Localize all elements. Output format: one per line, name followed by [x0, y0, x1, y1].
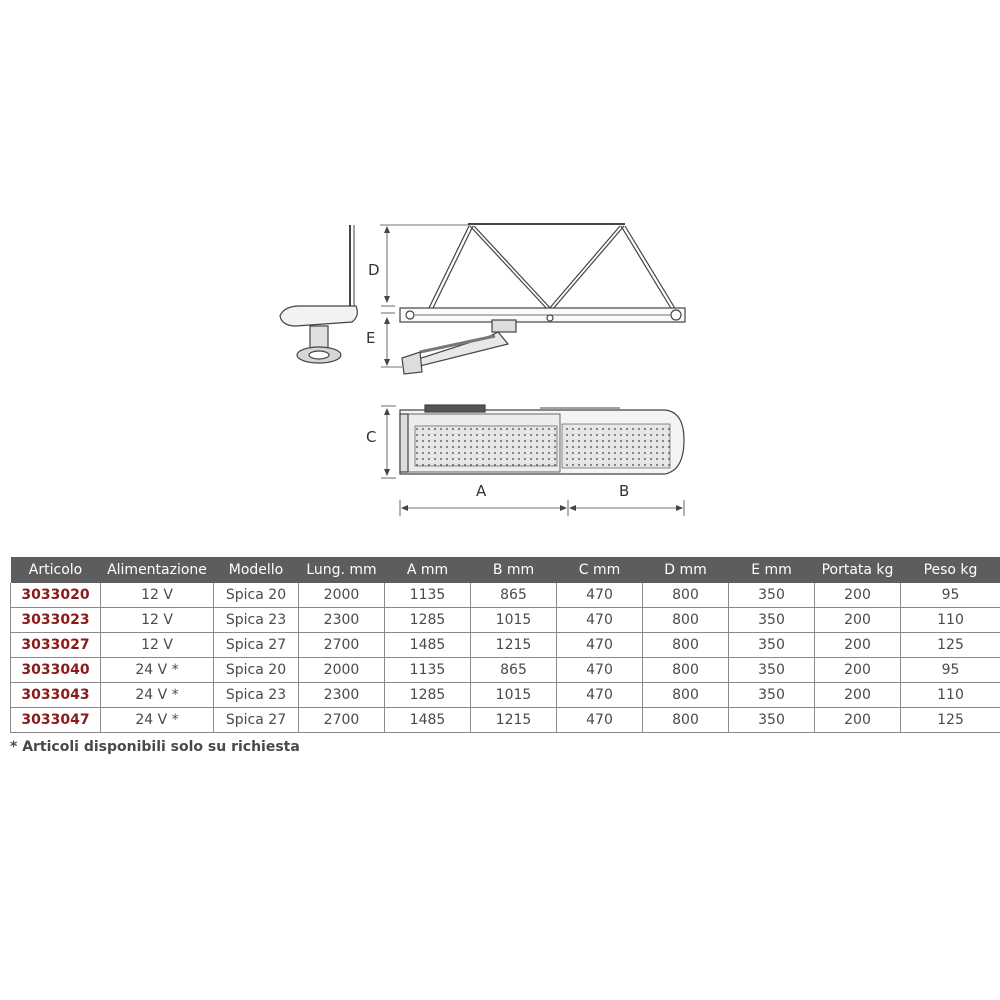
- article-code: 3033023: [11, 608, 101, 633]
- table-body: [11, 583, 1000, 733]
- table-row: [11, 658, 1000, 683]
- table-cell: 865: [471, 583, 557, 608]
- dimension-label-a: A: [476, 482, 487, 500]
- table-cell: Spica 27: [214, 708, 299, 733]
- side-view: [380, 224, 685, 374]
- table-cell: 470: [557, 633, 643, 658]
- table-cell: 350: [729, 608, 815, 633]
- table-cell: 350: [729, 708, 815, 733]
- table-cell: 470: [557, 658, 643, 683]
- column-header: Alimentazione: [101, 557, 214, 583]
- article-code: 3033047: [11, 708, 101, 733]
- table-row: [11, 608, 1000, 633]
- stanchion-view: [280, 225, 357, 363]
- table-cell: 350: [729, 683, 815, 708]
- table-cell: 110: [901, 683, 1000, 708]
- dimension-label-e: E: [366, 329, 376, 347]
- table-cell: 2000: [299, 583, 385, 608]
- table-cell: 800: [643, 633, 729, 658]
- column-header: D mm: [643, 557, 729, 583]
- table-cell: 1485: [385, 633, 471, 658]
- article-code: 3033040: [11, 658, 101, 683]
- table-cell: 2700: [299, 708, 385, 733]
- table-row: [11, 683, 1000, 708]
- table-cell: 470: [557, 583, 643, 608]
- table-cell: 865: [471, 658, 557, 683]
- table-cell: 470: [557, 683, 643, 708]
- table-cell: 2700: [299, 633, 385, 658]
- table-cell: 1215: [471, 708, 557, 733]
- table-cell: 200: [815, 633, 901, 658]
- table-cell: Spica 23: [214, 608, 299, 633]
- column-header: Peso kg: [901, 557, 1000, 583]
- table-row: [11, 708, 1000, 733]
- article-code: 3033043: [11, 683, 101, 708]
- table-cell: Spica 20: [214, 658, 299, 683]
- table-cell: 95: [901, 658, 1000, 683]
- table-cell: 1015: [471, 683, 557, 708]
- footnote: * Articoli disponibili solo su richiesta: [10, 739, 300, 755]
- table-cell: 200: [815, 683, 901, 708]
- dimension-label-d: D: [368, 261, 380, 279]
- column-header: Articolo: [11, 557, 101, 583]
- table-cell: 800: [643, 608, 729, 633]
- column-header: Lung. mm: [299, 557, 385, 583]
- table-cell: 2300: [299, 608, 385, 633]
- spec-table: [10, 557, 1000, 733]
- table-cell: 800: [643, 658, 729, 683]
- table-cell: 1285: [385, 608, 471, 633]
- table-cell: 200: [815, 583, 901, 608]
- column-header: B mm: [471, 557, 557, 583]
- table-cell: 470: [557, 708, 643, 733]
- table-cell: 350: [729, 658, 815, 683]
- table-cell: 2000: [299, 658, 385, 683]
- table-cell: 125: [901, 708, 1000, 733]
- dimension-label-b: B: [619, 482, 630, 500]
- article-code: 3033027: [11, 633, 101, 658]
- table-cell: 24 V *: [101, 658, 214, 683]
- table-cell: 800: [643, 583, 729, 608]
- column-header: Portata kg: [815, 557, 901, 583]
- table-row: [11, 633, 1000, 658]
- top-view: [381, 405, 684, 478]
- table-cell: 12 V: [101, 633, 214, 658]
- table-cell: 1285: [385, 683, 471, 708]
- table-cell: 2300: [299, 683, 385, 708]
- table-cell: 12 V: [101, 583, 214, 608]
- column-header: Modello: [214, 557, 299, 583]
- table-cell: 1485: [385, 708, 471, 733]
- table-cell: 12 V: [101, 608, 214, 633]
- table-header: [11, 557, 1000, 583]
- table-cell: Spica 23: [214, 683, 299, 708]
- table-cell: 1135: [385, 583, 471, 608]
- table-cell: 800: [643, 708, 729, 733]
- table-cell: Spica 20: [214, 583, 299, 608]
- table-cell: 350: [729, 583, 815, 608]
- table-cell: 350: [729, 633, 815, 658]
- dimension-lines: [400, 500, 684, 516]
- table-cell: 200: [815, 658, 901, 683]
- table-cell: 110: [901, 608, 1000, 633]
- column-header: C mm: [557, 557, 643, 583]
- dimension-label-c: C: [366, 428, 377, 446]
- table-cell: 24 V *: [101, 708, 214, 733]
- table-cell: 200: [815, 708, 901, 733]
- table-cell: 1015: [471, 608, 557, 633]
- column-header: A mm: [385, 557, 471, 583]
- table-cell: Spica 27: [214, 633, 299, 658]
- table-cell: 24 V *: [101, 683, 214, 708]
- column-header: E mm: [729, 557, 815, 583]
- table-cell: 470: [557, 608, 643, 633]
- table-cell: 1135: [385, 658, 471, 683]
- table-cell: 125: [901, 633, 1000, 658]
- table-cell: 800: [643, 683, 729, 708]
- table-row: [11, 583, 1000, 608]
- table-cell: 1215: [471, 633, 557, 658]
- header-row: [11, 557, 1000, 583]
- table-cell: 200: [815, 608, 901, 633]
- article-code: 3033020: [11, 583, 101, 608]
- table-cell: 95: [901, 583, 1000, 608]
